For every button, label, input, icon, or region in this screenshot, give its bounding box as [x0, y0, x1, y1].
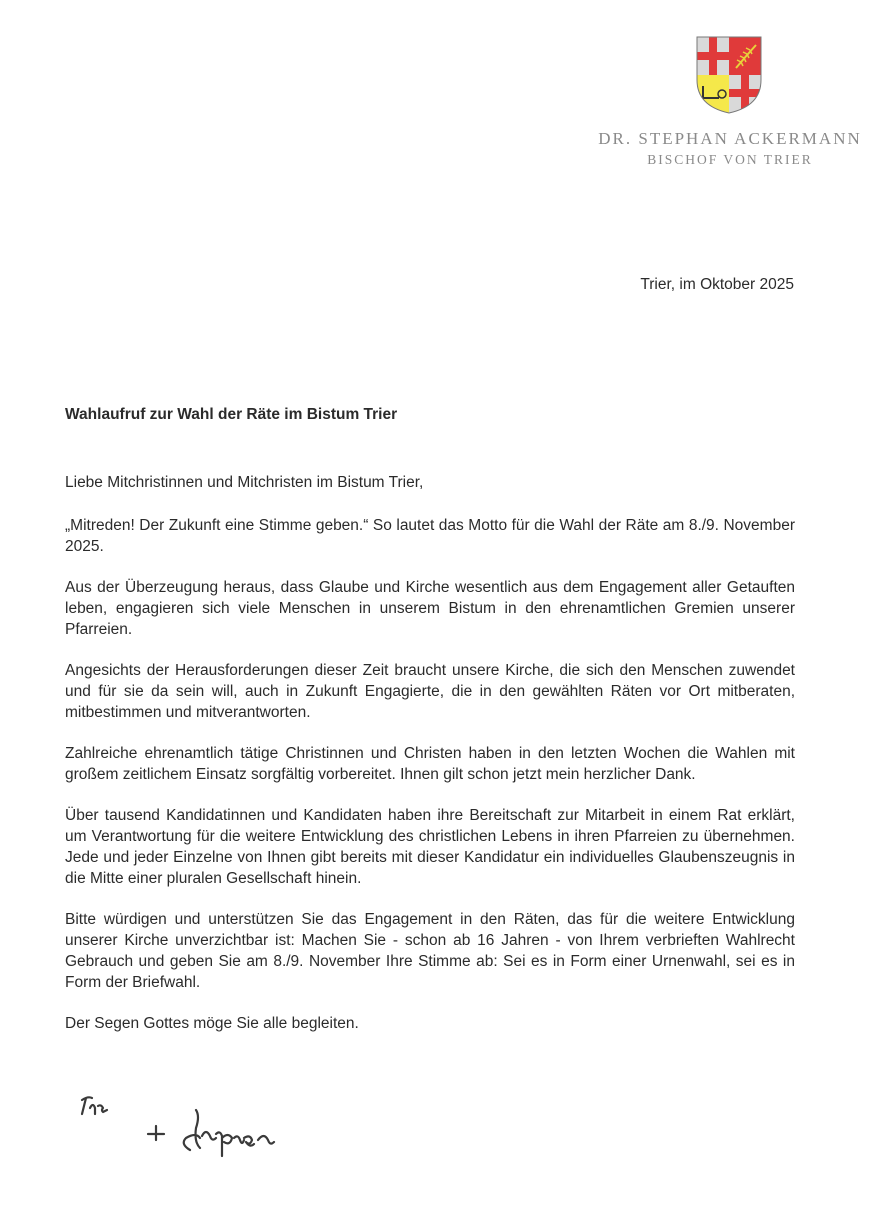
letterhead	[560, 128, 895, 170]
letter-body	[65, 472, 795, 1054]
paragraph: Bitte würdigen und unterstützen Sie das Engagement in den Räten, das für die weitere Entwicklung unserer Kirche unverzichtbar ist: Machen Sie - schon ab 16 Jahren - von Ihrem verbrieften Wahlrecht Gebrauch und geben Sie am 8./9. November Ihre Stimme ab: Sei es in Form einer Urnenwahl, sei es in Form der Briefwahl.	[65, 911, 795, 991]
letter-date: Trier, im Oktober 2025	[640, 276, 794, 293]
coat-of-arms-icon	[696, 36, 762, 114]
paragraph: „Mitreden! Der Zukunft eine Stimme geben.“ So lautet das Motto für die Wahl der Räte am 8./9. November 2025.	[65, 517, 795, 555]
paragraph: Aus der Überzeugung heraus, dass Glaube und Kirche wesentlich aus dem Engagement aller Getauften leben, engagieren sich viele Menschen in unserem Bistum in den ehrenamtlichen Gremien unserer Pfarreien.	[65, 579, 795, 638]
paragraph: Zahlreiche ehrenamtlich tätige Christinnen und Christen haben in den letzten Wochen die Wahlen mit großem zeitlichem Einsatz sorgfältig vorbereitet. Ihnen gilt schon jetzt mein herzlicher Dank.	[65, 745, 795, 783]
paragraph: Über tausend Kandidatinnen und Kandidaten haben ihre Bereitschaft zur Mitarbeit in einem Rat erklärt, um Verantwortung für die weitere Entwicklung des christlichen Lebens in ihren Pfarreien zu übernehmen. Jede und jeder Einzelne von Ihnen gibt bereits mit dieser Kandidatur ein individuelles Glaubenszeugnis in die Mitte einer pluralen Gesellschaft hinein.	[65, 807, 795, 887]
salutation: Liebe Mitchristinnen und Mitchristen im Bistum Trier,	[65, 474, 424, 491]
paragraph: Angesichts der Herausforderungen dieser Zeit braucht unsere Kirche, die sich den Menschen zuwendet und für sie da sein will, auch in Zukunft Engagierte, die in den gewählten Räten vor Ort mitberaten, mitbestimmen und mitverantworten.	[65, 662, 795, 721]
sender-name: DR. STEPHAN ACKERMANN	[598, 129, 862, 148]
sender-title: BISCHOF VON TRIER	[647, 152, 813, 167]
letter-subject: Wahlaufruf zur Wahl der Räte im Bistum Trier	[65, 406, 398, 423]
closing-blessing: Der Segen Gottes möge Sie alle begleiten.	[65, 1015, 359, 1032]
handwritten-signature	[70, 1090, 310, 1170]
